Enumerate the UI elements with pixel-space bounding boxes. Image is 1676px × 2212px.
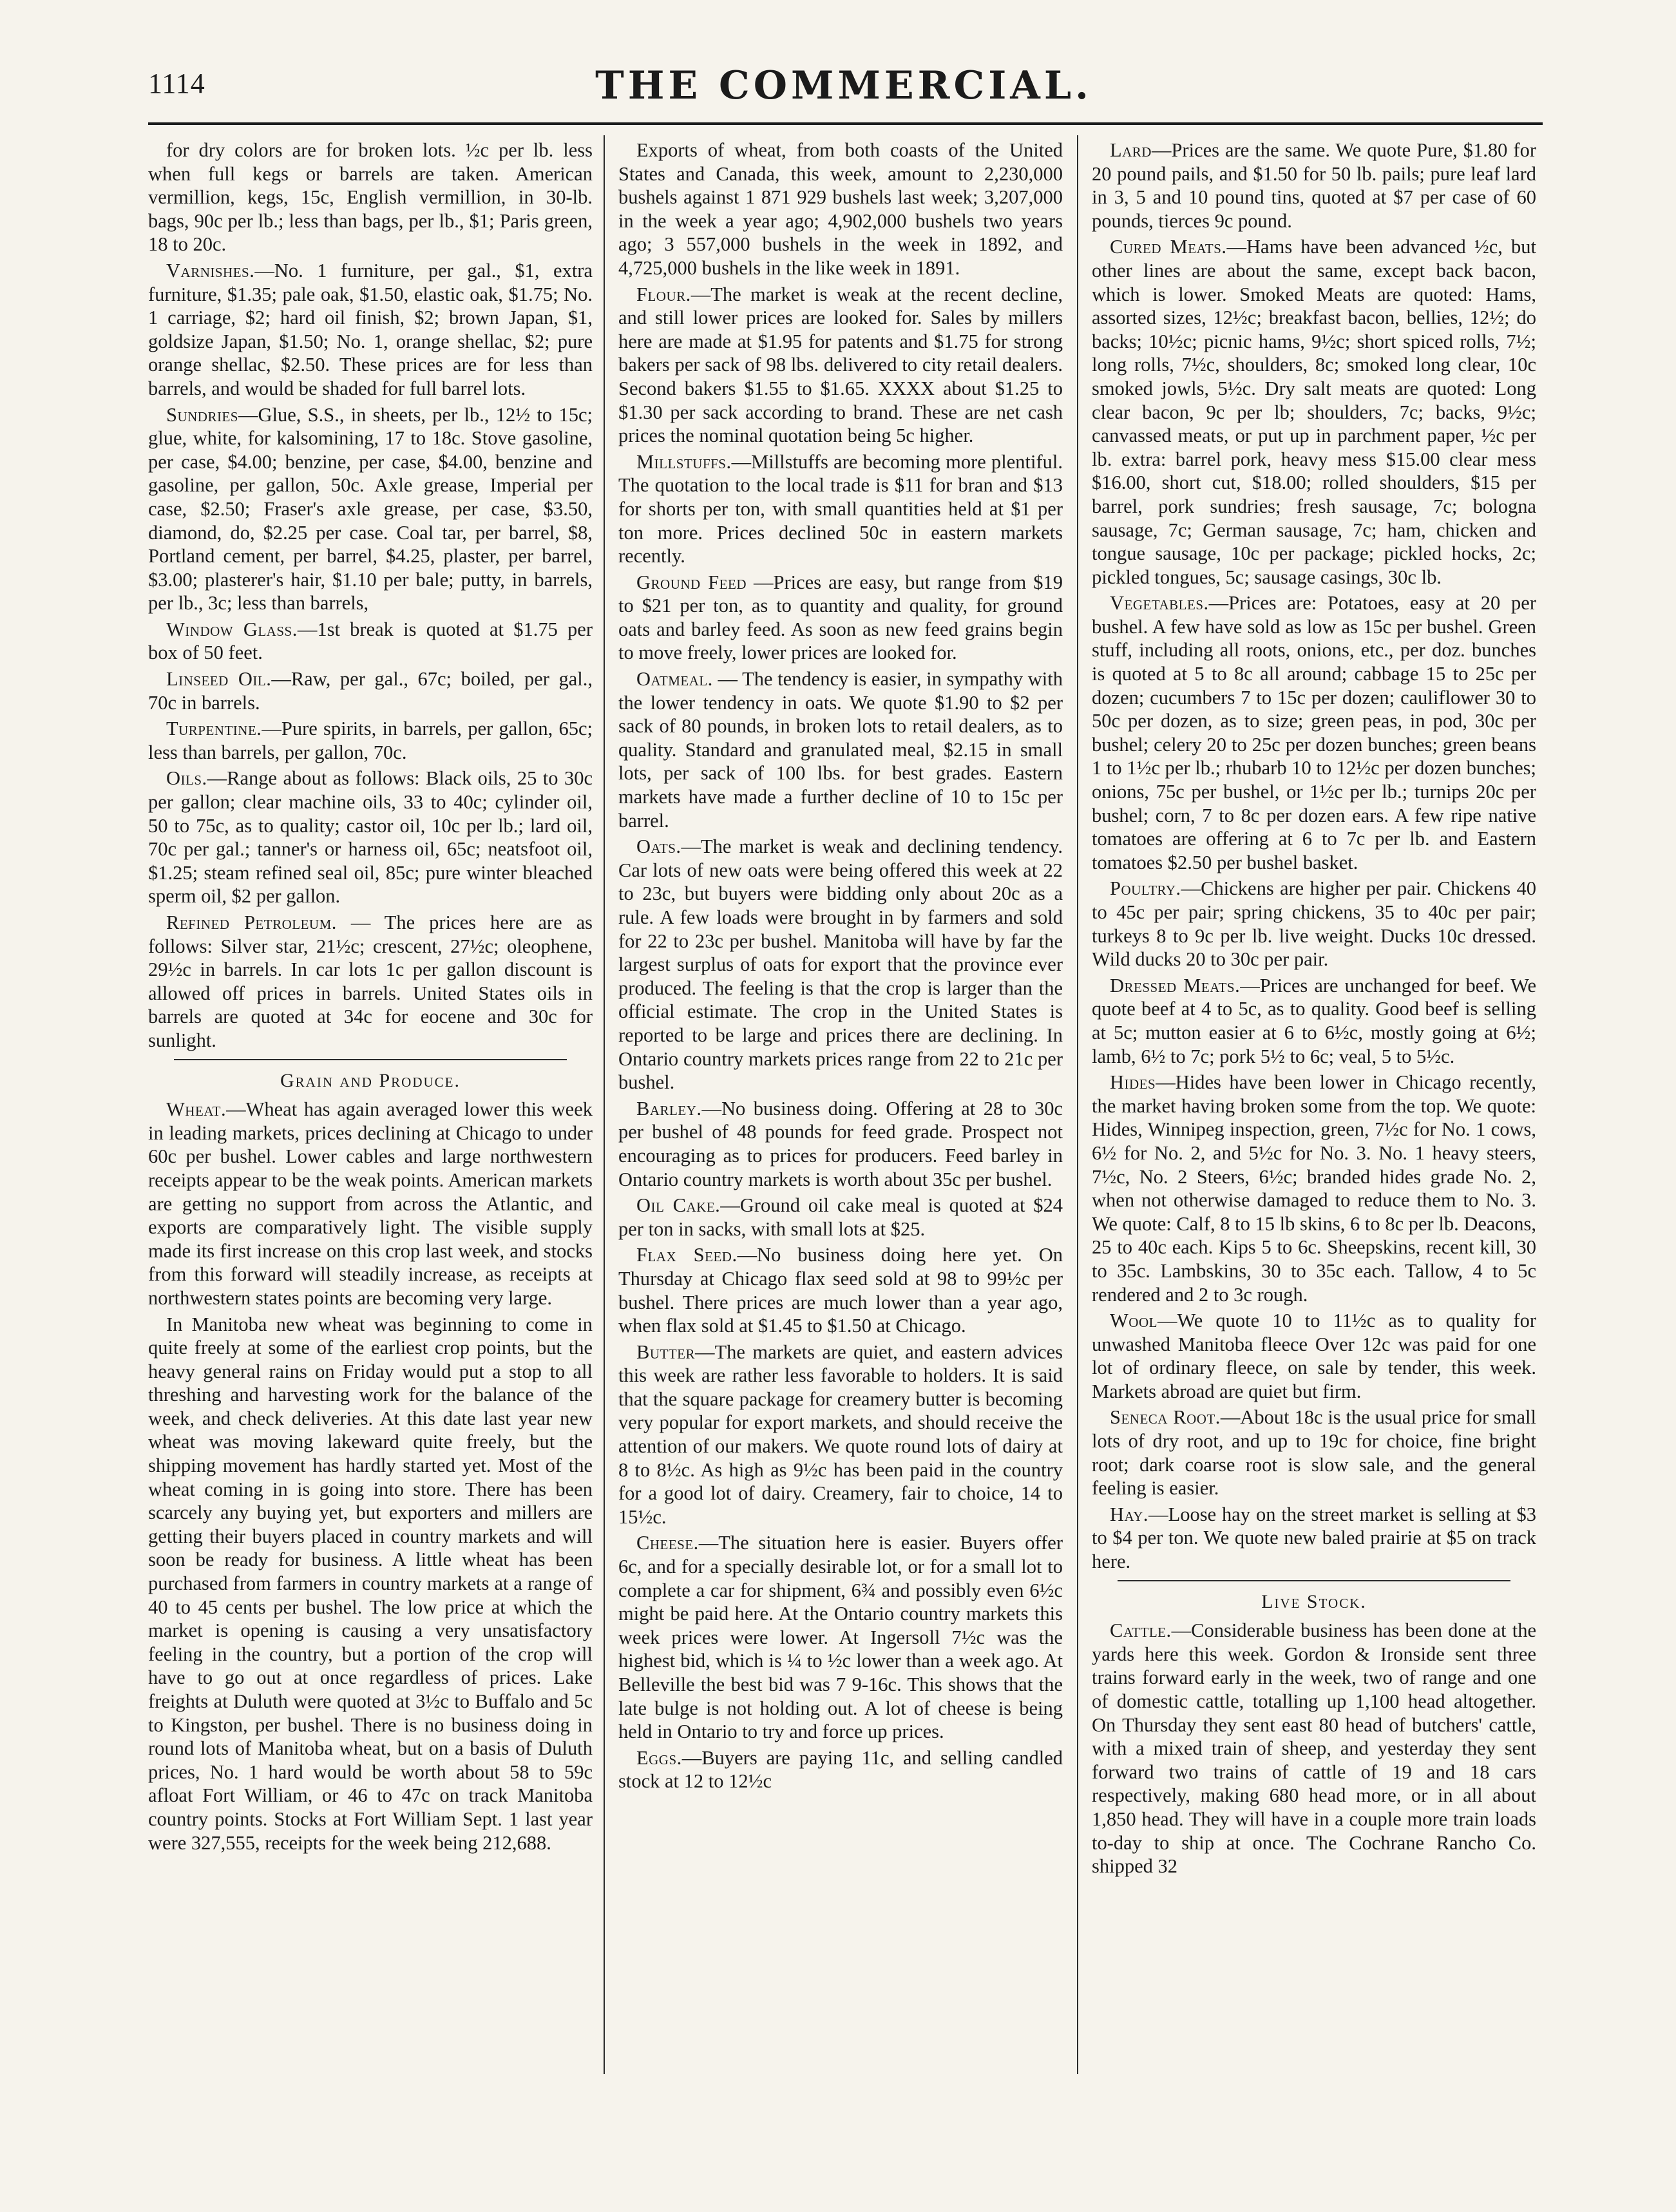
market-paragraph: [148, 618, 593, 665]
market-paragraph: [148, 911, 593, 1053]
paragraph-text: —The market is weak at the recent decline, and still lower prices are looked for. Sales by millers here are made at $1.95 for patents and $1.75 for strong bakers per sack of 98 lbs. delivered to city retail dealers. Second bakers $1.55 to $1.65. XXXX about $1.25 to $1.30 per sack according to brand. These are net cash prices the nominal quotation being 5c higher.: [618, 283, 1063, 447]
market-paragraph: [618, 283, 1063, 448]
paragraph-lead: Flour.: [636, 283, 691, 305]
market-paragraph: [1092, 1503, 1536, 1574]
paragraph-text: for dry colors are for broken lots. ½c per lb. less when full kegs or barrels are taken. American vermillion, kegs, 15c, English vermillion, in 30-lb. bags, 90c per lb.; less than bags, per lb., $1; Paris green, 18 to 20c.: [148, 139, 593, 256]
paragraph-lead: Turpentine.: [166, 718, 262, 740]
paragraph-text: —Ground oil cake meal is quoted at $24 per ton in sacks, with small lots at $25.: [618, 1194, 1063, 1240]
paragraph-lead: Vegetables.: [1110, 592, 1209, 615]
paragraph-lead: Dressed Meats.: [1110, 974, 1241, 996]
paragraph-text: —No business doing. Offering at 28 to 30c per bushel of 48 pounds for feed grade. Prospect not encouraging as to prices for producers. Feed barley in Ontario country markets is worth about 35c per bushel.: [618, 1097, 1063, 1190]
section-heading: Grain and Produce.: [280, 1069, 461, 1091]
column-1: [148, 138, 593, 2071]
market-paragraph: [618, 1531, 1063, 1743]
column-divider-2: [1077, 135, 1078, 2074]
market-paragraph: [618, 1746, 1063, 1793]
masthead-rule: [148, 122, 1543, 125]
paragraph-text: —The markets are quiet, and eastern advices this week are rather less favorable to holders. It is said that the square package for creamery butter is becoming very popular for export markets, and should receive the attention of our makers. We quote round lots of dairy at 8 to 8½c. As high as 9½c has been paid in the country for a good lot of dairy. Creamery, fair to choice, 14 to 15½c.: [618, 1340, 1063, 1528]
market-paragraph: [1092, 1619, 1536, 1878]
market-paragraph: [618, 1097, 1063, 1191]
paragraph-lead: Flax Seed.: [636, 1244, 738, 1266]
newspaper-title: THE COMMERCIAL.: [595, 63, 1092, 108]
market-paragraph: [1092, 138, 1536, 233]
market-paragraph: [618, 1194, 1063, 1241]
paragraph-text: Exports of wheat, from both coasts of the United States and Canada, this week, amount to 2,230,000 bushels against 1 871 929 bushels last week; 3,207,000 in the week a year ago; 4,902,000 bushels two years ago; 3 557,000 bushels in the week in 1892, and 4,725,000 bushels in the like week in 1891.: [618, 139, 1063, 279]
paragraph-text: —Pure spirits, in barrels, per gallon, 65c; less than barrels, per gallon, 70c.: [148, 718, 593, 763]
paragraph-text: — The prices here are as follows: Silver star, 21½c; crescent, 27½c; oleophene, 29½c in barrels. In car lots 1c per gallon discount is allowed off prices in barrels. United States oils in barrels are quoted at 34c for eocene and 30c for sunlight.: [148, 911, 593, 1051]
market-paragraph: [618, 835, 1063, 1094]
market-paragraph: [1092, 974, 1536, 1068]
market-paragraph: [1092, 591, 1536, 874]
paragraph-lead: Oil Cake.: [636, 1194, 721, 1217]
paragraph-lead: Millstuffs.: [636, 450, 732, 473]
paragraph-text: —No business doing here yet. On Thursday at Chicago flax seed sold at 98 to 99½c per bushel. There prices are much lower than a year ago, when flax sold at $1.45 to $1.50 at Chicago.: [618, 1244, 1063, 1337]
masthead: [148, 63, 1539, 115]
paragraph-text: —The market is weak and declining tendency. Car lots of new oats were being offered this week at 22 to 23c, but buyers were bidding only about 20c as a rule. A few loads were brought in by farmers and sold for 22 to 23c per bushel. Manitoba will have by far the largest surplus of oats for export that the province ever produced. The feeling is that the crop is larger than the official estimate. The crop in the United States is reported to be large and prices there are declining. In Ontario country markets prices range from 22 to 21c per bushel.: [618, 835, 1063, 1094]
market-paragraph: [148, 1313, 593, 1855]
paragraph-text: —We quote 10 to 11½c as to quality for unwashed Manitoba fleece Over 12c was paid for one lot of ordinary fleece, on sale by tender, this week. Markets abroad are quiet but firm.: [1092, 1310, 1536, 1402]
paragraph-lead: Hides: [1110, 1071, 1156, 1094]
paragraph-text: —Considerable business has been done at the yards here this week. Gordon & Ironside sent three trains forward early in the week, two of range and one of domestic cattle, totalling up 1,100 head altogether. On Thursday they sent east 80 head of butchers' cattle, with a mixed train of sheep, and yesterday they sent forward two trains of cattle of 19 and 18 cars respectively, making 680 head more, or in all about 1,850 head. They will have in a couple more train loads to-day to ship at once. The Cochrane Rancho Co. shipped 32: [1092, 1619, 1536, 1878]
paragraph-lead: Lard: [1110, 139, 1152, 161]
paragraph-text: —Hams have been advanced ½c, but other lines are about the same, except back bacon, which is lower. Smoked Meats are quoted: Hams, assorted sizes, 12½c; breakfast bacon, bellies, 12½; do backs; 10½c; picnic hams, 9½c; short spiced rolls, 7½; long rolls, 7½c, shoulders, 8c; smoked long clear, 10c smoked jowls, 5½c. Dry salt meats are quoted: Long clear bacon, 9c per lb; shoulders, 7c; backs, 9½c; canvassed meats, or put up in parchment paper, ½c per lb. extra: barrel pork, heavy mess $15.00 clear mess $16.00, short cut, $18.00; rolled shoulders, $15 per barrel, pork sundries; fresh sausage, 7c; bologna sausage, 7c; German sausage, 7c; ham, chicken and tongue sausage, 10c per package; pickled hocks, 2c; pickled tongues, 5c; sausage casings, 30c lb.: [1092, 236, 1536, 588]
market-paragraph: [148, 259, 593, 401]
paragraph-lead: Cattle.: [1110, 1619, 1172, 1642]
paragraph-lead: Wheat.: [166, 1098, 227, 1121]
column-2: [618, 138, 1063, 2071]
market-paragraph: [148, 1098, 593, 1310]
paragraph-text: —Raw, per gal., 67c; boiled, per gal., 70c in barrels.: [148, 668, 593, 714]
section-rule: [1118, 1580, 1510, 1581]
paragraph-lead: Oats.: [636, 835, 681, 858]
market-paragraph: [618, 667, 1063, 832]
market-paragraph: [1092, 1071, 1536, 1306]
market-paragraph: [148, 403, 593, 615]
paragraph-lead: Linseed Oil.: [166, 668, 272, 691]
paragraph-text: —Prices are easy, but range from $19 to $21 per ton, as to quantity and quality, for ground oats and barley feed. As soon as new feed grains begin to move freely, lower prices are looked for.: [618, 571, 1063, 664]
market-paragraph: [148, 767, 593, 908]
paragraph-text: —Hides have been lower in Chicago recently, the market having broken some from the top. We quote: Hides, Winnipeg inspection, green, 7½c for No. 1 cows, 6½ for No. 2, and 5½c for No. 3. No. 1 heavy steers, 7½c, No. 2 Steers, 6½c; branded hides grade No. 2, when not otherwise damaged to reduce them to No. 3. We quote: Calf, 8 to 15 lb skins, 6 to 8c per lb. Deacons, 25 to 40c each. Kips 5 to 6c. Sheepskins, recent kill, 30 to 35c. Lambskins, 30 to 35c each. Tallow, 4 to 5c rendered and 2 to 3c rough.: [1092, 1071, 1536, 1306]
paragraph-text: In Manitoba new wheat was beginning to come in quite freely at some of the earliest crop points, but the heavy general rains on Friday would put a stop to all threshing and harvesting work for the balance of the week, and check deliveries. At this date last year new wheat was moving lakeward quite freely, but the shipping movement has hardly started yet. Most of the wheat coming in is going into store. There has been scarcely any buying yet, but exporters and millers are getting their buyers placed in country markets and will soon be ready for business. A little wheat has been purchased from farmers in country markets at a range of 40 to 45 cents per bushel. The low price at which the market is opening is causing a very unsatisfactory feeling in the country, but a portion of the crop will have to go out at once regardless of prices. Lake freights at Duluth were quoted at 3½c to Buffalo and 5c to Kingston, per bushel. There is no business doing in round lots of Manitoba wheat, but on a basis of Duluth prices, No. 1 hard would be worth about 58 to 59c afloat Fort William, or 46 to 47c on track Manitoba country points. Stocks at Fort William Sept. 1 last year were 327,555, receipts for the week being 212,688.: [148, 1313, 593, 1854]
paragraph-lead: Oils.: [166, 767, 207, 790]
paragraph-lead: Window Glass.: [166, 618, 298, 640]
column-3: [1092, 138, 1536, 2071]
paragraph-text: —Wheat has again averaged lower this week in leading markets, prices declining at Chicago to under 60c per bushel. Lower cables and large northwestern receipts appear to be the weak points. American markets are getting no support from across the Atlantic, and exports are comparatively light. The visible supply made its first increase on this crop last week, and stocks from this forward will steadily increase, as receipts at northwestern states points are becoming very large.: [148, 1098, 593, 1309]
market-paragraph: [148, 138, 593, 256]
market-paragraph: [1092, 1309, 1536, 1403]
paragraph-lead: Oatmeal.: [636, 668, 713, 691]
paragraph-lead: Refined Petroleum.: [166, 911, 337, 933]
paragraph-text: —Prices are the same. We quote Pure, $1.80 for 20 pound pails, and $1.50 for 50 lb. pails; pure leaf lard in 3, 5 and 10 pound tins, quoted at $7 per case of 60 pounds, tierces 9c pound.: [1092, 139, 1536, 232]
market-paragraph: [148, 717, 593, 764]
paragraph-lead: Hay.: [1110, 1503, 1149, 1525]
market-paragraph: [618, 1243, 1063, 1337]
paragraph-text: — The tendency is easier, in sympathy with the lower tendency in oats. We quote $1.90 to $2 per sack of 80 pounds, in broken lots to retail dealers, as to quality. Standard and granulated meal, $2.15 in small lots, per sack of 100 lbs. for best grades. Eastern markets have made a further decline of 10 to 15c per barrel.: [618, 668, 1063, 832]
paragraph-text: —About 18c is the usual price for small lots of dry root, and up to 19c for choice, fine bright root; dark coarse root is slow sale, and the general feeling is easier.: [1092, 1406, 1536, 1500]
paragraph-text: —Glue, S.S., in sheets, per lb., 12½ to 15c; glue, white, for kalsomining, 17 to 18c. Stove gasoline, per case, $4.00; benzine, per case, $4.00, benzine and gasoline, per gallon, 50c. Axle grease, Imperial per case, $2.50; Fraser's axle grease, per case, $3.50, diamond, do, $2.25 per case. Coal tar, per barrel, $8, Portland cement, per barrel, $4.25, plaster, per barrel, $3.00; plasterer's hair, $1.10 per bale; putty, in barrels, per lb., 3c; less than barrels,: [148, 403, 593, 615]
paragraph-text: —Range about as follows: Black oils, 25 to 30c per gallon; clear machine oils, 33 to 40c; cylinder oil, 50 to 75c, as to quality; castor oil, 10c per lb.; lard oil, 70c per gal.; tanner's or harness oil, 65c; neatsfoot oil, $1.25; steam refined seal oil, 85c; pure winter bleached sperm oil, $2 per gallon.: [148, 767, 593, 908]
paragraph-text: —1st break is quoted at $1.75 per box of 50 feet.: [148, 618, 593, 664]
market-paragraph: [1092, 1406, 1536, 1500]
market-paragraph: [1092, 877, 1536, 971]
market-paragraph: [618, 450, 1063, 568]
paragraph-lead: Cheese.: [636, 1532, 699, 1554]
section-rule: [174, 1059, 567, 1060]
market-paragraph: [618, 571, 1063, 665]
paragraph-text: —The situation here is easier. Buyers offer 6c, and for a specially desirable lot, or for a small lot to complete a car for shipment, 6¾ and possibly even 6½c might be paid here. At the Ontario country markets this week prices were lower. At Ingersoll 7½c was the highest bid, which is ¼ to ½c lower than a week ago. At Belleville the best bid was 7 9-16c. This shows that the late bulge is not holding out. A lot of cheese is being held in Ontario to try and force up prices.: [618, 1532, 1063, 1743]
paragraph-lead: Butter: [636, 1340, 695, 1363]
page-number: 1114: [148, 68, 205, 99]
paragraph-lead: Cured Meats.: [1110, 236, 1227, 258]
paragraph-text: —Buyers are paying 11c, and selling candled stock at 12 to 12½c: [618, 1746, 1063, 1793]
paragraph-lead: Ground Feed: [636, 571, 747, 593]
market-paragraph: [1092, 235, 1536, 589]
paragraph-text: —Chickens are higher per pair. Chickens 40 to 45c per pair; spring chickens, 35 to 40c per pair; turkeys 8 to 9c per lb. live weight. Ducks 10c dressed. Wild ducks 20 to 30c per pair.: [1092, 877, 1536, 971]
paragraph-text: —No. 1 furniture, per gal., $1, extra furniture, $1.35; pale oak, $1.50, elastic oak, $1.75; No. 1 carriage, $2; hard oil finish, $2; brown Japan, $1, goldsize Japan, $1.50; No. 1, orange shellac, $2; pure orange shellac, $2.50. These prices are for less than barrels, and would be shaded for full barrel lots.: [148, 259, 593, 399]
paragraph-lead: Poultry.: [1110, 877, 1181, 900]
paragraph-text: —Prices are unchanged for beef. We quote beef at 4 to 5c, as to quality. Good beef is selling at 5c; mutton easier at 6 to 6½c, mostly going at 6½; lamb, 6½ to 7c; pork 5½ to 6c; veal, 5 to 5½c.: [1092, 974, 1536, 1067]
paragraph-lead: Seneca Root.: [1110, 1406, 1221, 1429]
paragraph-lead: Varnishes.: [166, 259, 255, 281]
market-paragraph: [618, 138, 1063, 280]
paragraph-text: —Loose hay on the street market is selling at $3 to $4 per ton. We quote new baled prairie at $5 on track here.: [1092, 1503, 1536, 1573]
paragraph-lead: Barley.: [636, 1097, 702, 1120]
paragraph-text: —Millstuffs are becoming more plentiful. The quotation to the local trade is $11 for bran and $13 for shorts per ton, with small quantities held at $1 per ton more. Prices declined 50c in eastern markets recently.: [618, 450, 1063, 567]
paragraph-lead: Sundries: [166, 403, 238, 426]
paragraph-lead: Wool: [1110, 1310, 1157, 1332]
paragraph-lead: Eggs.: [636, 1746, 682, 1769]
paragraph-text: —Prices are: Potatoes, easy at 20 per bushel. A few have sold as low as 15c per bushel. Green stuff, including all roots, onions, etc., per doz. bunches is quoted at 5 to 8c all around; cabbage 15 to 25c per dozen; cucumbers 7 to 15c per dozen; cauliflower 30 to 50c per dozen, as to size; green peas, in pod, 30c per bushel; celery 20 to 25c per dozen bunches; green beans 1 to 1½c per lb.; rhubarb 10 to 12½c per dozen bunches; onions, 75c per bushel, or 1½c per lb.; turnips 20c per bushel; corn, 7 to 8c per dozen ears. A few ripe native tomatoes are offering at 6 to 7c per lb. and Eastern tomatoes $2.50 per bushel basket.: [1092, 592, 1536, 873]
market-paragraph: [148, 667, 593, 714]
column-divider-1: [604, 135, 605, 2074]
section-heading: Live Stock.: [1261, 1590, 1367, 1612]
market-paragraph: [618, 1340, 1063, 1529]
